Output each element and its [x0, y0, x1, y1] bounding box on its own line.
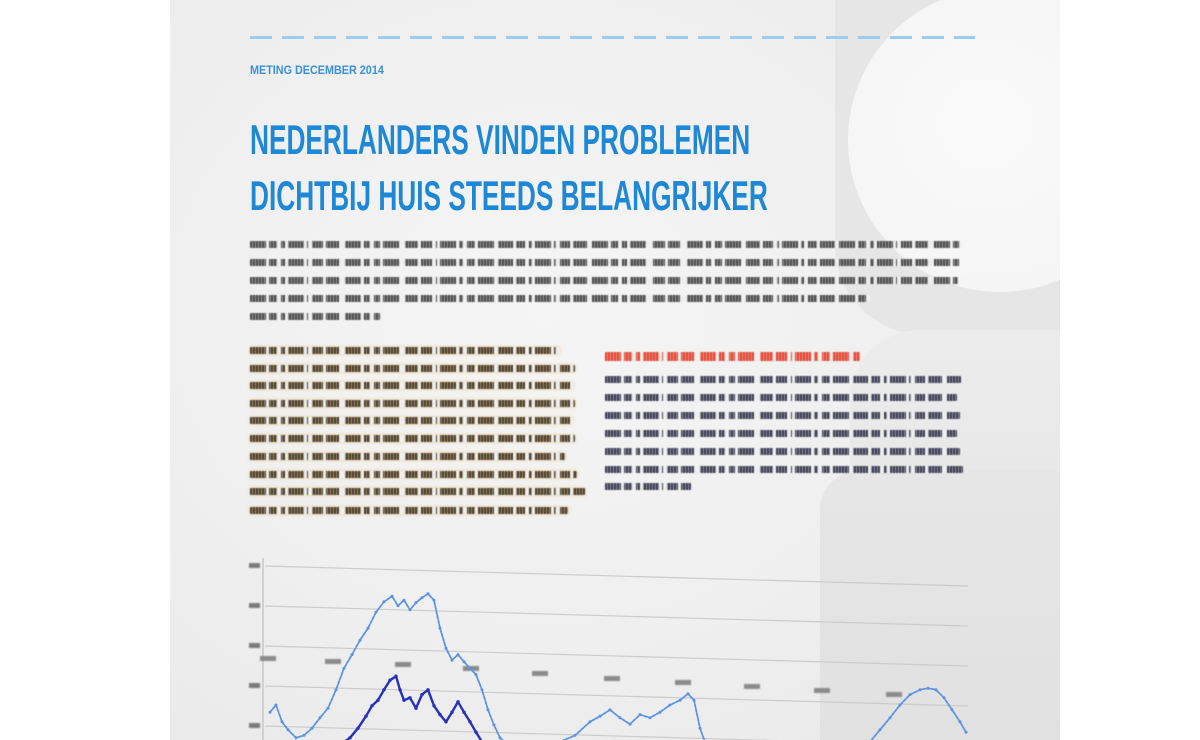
- series-1-point: [295, 736, 298, 739]
- series-2-point: [356, 727, 359, 730]
- series-1-point: [899, 704, 902, 707]
- series-1-point: [391, 595, 394, 598]
- series-2-point: [364, 715, 367, 718]
- x-tick-label: [260, 656, 276, 661]
- series-1-point: [343, 667, 346, 670]
- series-1-point: [589, 720, 592, 723]
- series-1-point: [687, 692, 690, 695]
- series-2-point: [444, 720, 447, 723]
- series-1-point: [457, 653, 460, 656]
- x-tick-labels: [260, 656, 902, 697]
- series-1-point: [909, 693, 912, 696]
- y-tick-label: [249, 643, 260, 648]
- series-2-point: [432, 704, 435, 707]
- series-1-point: [919, 688, 922, 691]
- series-1-point: [599, 715, 602, 718]
- x-tick-label: [675, 680, 691, 685]
- series-2-point: [468, 720, 471, 723]
- series-2-point: [456, 700, 459, 703]
- series-1-point: [359, 639, 362, 642]
- series-2-point: [438, 713, 441, 716]
- x-tick-label: [814, 688, 830, 693]
- series-1-point: [451, 659, 454, 662]
- series-2-point: [414, 707, 417, 710]
- series-1-point: [375, 611, 378, 614]
- series-2-point: [376, 699, 379, 702]
- series-1-point: [649, 716, 652, 719]
- y-tick-labels: [249, 563, 260, 728]
- series-2-point: [388, 679, 391, 682]
- x-tick-label: [325, 659, 341, 664]
- series-1-point: [609, 708, 612, 711]
- series-2-point: [426, 688, 429, 691]
- gridline: [265, 726, 968, 740]
- series-2-point: [370, 704, 373, 707]
- series-1-point: [463, 660, 466, 663]
- gridline: [265, 566, 968, 586]
- x-tick-label: [532, 671, 548, 676]
- series-1-point: [499, 736, 502, 739]
- edition-kicker: METING DECEMBER 2014: [250, 63, 384, 77]
- series-1-point: [669, 704, 672, 707]
- x-tick-label: [395, 662, 411, 667]
- series-1-point: [927, 687, 930, 690]
- series-1-point: [574, 734, 577, 737]
- series-1-point: [629, 723, 632, 726]
- series-1-point: [943, 696, 946, 699]
- series-1-point: [889, 716, 892, 719]
- series-1-point: [415, 601, 418, 604]
- series-1-point: [951, 708, 954, 711]
- x-tick-label: [604, 676, 620, 681]
- series-1-point: [303, 734, 306, 737]
- series-1-point: [403, 599, 406, 602]
- series-1-point: [311, 727, 314, 730]
- series-1-point: [433, 599, 436, 602]
- series-1-point: [679, 699, 682, 702]
- series-1-point: [327, 707, 330, 710]
- chart-series: [269, 592, 968, 740]
- series-2-point: [394, 675, 397, 678]
- y-tick-label: [249, 683, 260, 688]
- y-tick-label: [249, 603, 260, 608]
- series-1-point: [269, 711, 272, 714]
- series-1-point: [493, 724, 496, 727]
- series-1-point: [481, 688, 484, 691]
- series-1-point: [659, 711, 662, 714]
- series-1-point: [879, 728, 882, 731]
- gridline: [265, 646, 968, 666]
- series-2-point: [462, 711, 465, 714]
- series-2-point: [382, 688, 385, 691]
- series-1-point: [965, 731, 968, 734]
- series-1-point: [319, 716, 322, 719]
- y-tick-label: [249, 563, 260, 568]
- series-1-point: [287, 728, 290, 731]
- series-1-point: [427, 592, 430, 595]
- series-1-point: [367, 627, 370, 630]
- x-tick-label: [744, 684, 760, 689]
- gridline: [265, 686, 968, 706]
- y-tick-label: [249, 723, 260, 728]
- series-2-point: [348, 736, 351, 739]
- x-tick-label: [886, 692, 902, 697]
- series-1-point: [959, 720, 962, 723]
- series-1-point: [475, 673, 478, 676]
- series-1-point: [445, 647, 448, 650]
- series-1-point: [351, 653, 354, 656]
- series-1-point: [439, 627, 442, 630]
- series-2-point: [420, 693, 423, 696]
- series-1-point: [409, 608, 412, 611]
- series-1-point: [383, 600, 386, 603]
- series-1-point: [281, 720, 284, 723]
- series-2-point: [474, 731, 477, 734]
- series-1-point: [335, 688, 338, 691]
- series-1-point: [639, 713, 642, 716]
- page-title-line-2: DICHTBIJ HUIS STEEDS BELANGRIJKER: [250, 172, 768, 219]
- series-1-point: [693, 699, 696, 702]
- series-1-point: [935, 688, 938, 691]
- series-2-point: [450, 711, 453, 714]
- series-1-point: [487, 708, 490, 711]
- series-1-point: [275, 704, 278, 707]
- series-2-point: [398, 688, 401, 691]
- series-1-point: [421, 596, 424, 599]
- page-title-line-1: NEDERLANDERS VINDEN PROBLEMEN: [250, 116, 751, 163]
- series-1-point: [619, 716, 622, 719]
- series-2-point: [402, 699, 405, 702]
- series-1-point: [397, 604, 400, 607]
- series-1-point: [469, 667, 472, 670]
- series-2-point: [408, 696, 411, 699]
- series-1-point: [699, 727, 702, 730]
